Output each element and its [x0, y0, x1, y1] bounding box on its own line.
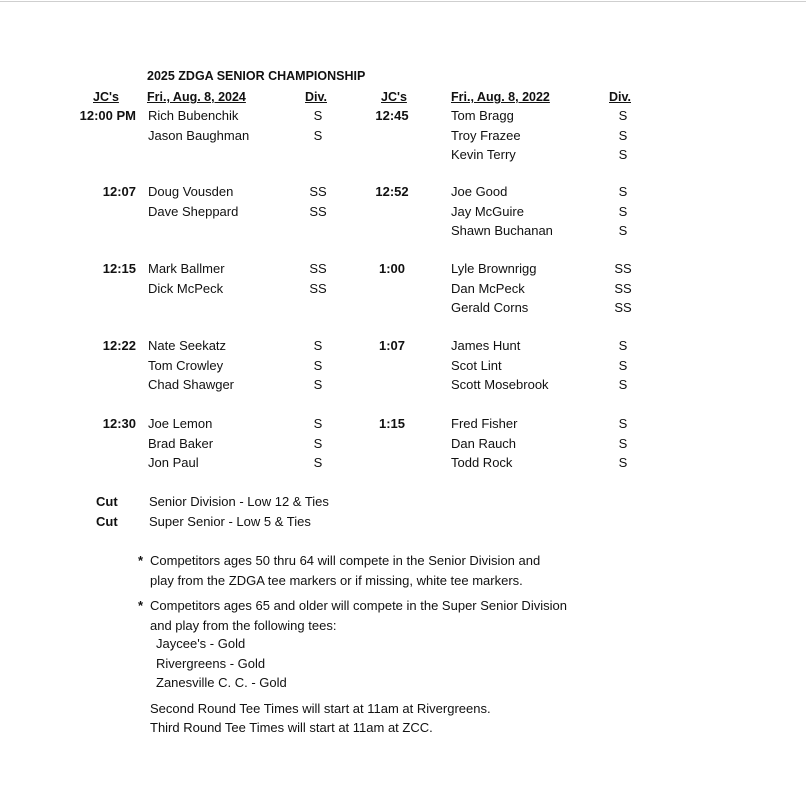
tee-times-note: Second Round Tee Times will start at 11am at Rivergreens. [150, 701, 491, 716]
division-left: SS [309, 261, 327, 276]
division-right: S [618, 357, 628, 373]
player-name-right: Dan Rauch [451, 435, 517, 451]
bullet-asterisk: * [138, 553, 144, 568]
player-name-left: Rich Bubenchik [148, 108, 239, 123]
cut-row-super-senior [0, 512, 806, 532]
player-name-right: James Hunt [451, 338, 521, 353]
header-jcs-right: JC's [381, 90, 407, 104]
header-div-right: Div. [609, 90, 631, 104]
table-row [0, 259, 806, 279]
table-row [0, 279, 806, 299]
table-row [0, 182, 806, 202]
division-right: S [618, 377, 628, 392]
tee-group-5 [0, 414, 806, 473]
table-row [0, 298, 806, 318]
tee-times-note: Third Round Tee Times will start at 11am at ZCC. [150, 720, 433, 735]
player-name-right: Tom Bragg [451, 108, 514, 123]
player-name-right: Todd Rock [451, 455, 513, 470]
tee-item: Zanesville C. C. - Gold [156, 675, 287, 690]
player-name-left: Dick McPeck [148, 280, 224, 296]
division-right: S [618, 455, 628, 470]
note-senior-division [138, 551, 618, 590]
header-date-left: Fri., Aug. 8, 2024 [147, 90, 246, 104]
table-row [0, 414, 806, 434]
player-name-left: Joe Lemon [148, 416, 213, 431]
player-name-left: Dave Sheppard [148, 203, 239, 219]
tee-time-right: 1:00 [378, 261, 406, 276]
division-left: S [313, 108, 323, 123]
cut-label: Cut [96, 494, 118, 509]
division-left: SS [309, 280, 327, 296]
division-left: S [313, 127, 323, 143]
header-jcs-left: JC's [93, 90, 119, 104]
tee-time-left: 12:30 [102, 416, 136, 431]
player-name-left: Mark Ballmer [148, 261, 225, 276]
division-left: S [313, 377, 323, 392]
player-name-right: Kevin Terry [451, 147, 516, 162]
table-row [0, 221, 806, 241]
tee-time-left: 12:00 PM [79, 108, 136, 123]
table-row [0, 375, 806, 395]
division-right: S [618, 127, 628, 143]
division-right: SS [614, 300, 632, 315]
tee-time-right: 1:15 [378, 416, 406, 431]
note-line: play from the ZDGA tee markers or if missing, white tee markers. [150, 572, 523, 588]
division-right: S [618, 147, 628, 162]
player-name-left: Jon Paul [148, 455, 199, 470]
division-right: S [618, 435, 628, 451]
division-right: S [618, 416, 628, 431]
tee-item: Jaycee's - Gold [156, 636, 246, 651]
table-row [0, 434, 806, 454]
player-name-right: Troy Frazee [451, 127, 521, 143]
cut-text: Senior Division - Low 12 & Ties [149, 494, 329, 509]
division-right: S [618, 338, 628, 353]
tee-time-left: 12:15 [102, 261, 136, 276]
tee-group-4 [0, 336, 806, 395]
division-left: S [313, 357, 323, 373]
division-right: S [618, 223, 628, 238]
division-left: S [313, 338, 323, 353]
player-name-left: Chad Shawger [148, 377, 234, 392]
player-name-right: Jay McGuire [451, 203, 524, 219]
tee-item: Rivergreens - Gold [156, 656, 266, 671]
player-name-left: Nate Seekatz [148, 338, 227, 353]
tee-group-3 [0, 259, 806, 318]
division-right: S [618, 203, 628, 219]
note-line: and play from the following tees: [150, 617, 337, 633]
table-row [0, 126, 806, 146]
player-name-right: Fred Fisher [451, 416, 518, 431]
tee-time-right: 12:52 [375, 184, 409, 199]
table-row [0, 356, 806, 376]
division-right: SS [614, 280, 632, 296]
table-row [0, 336, 806, 356]
cut-text: Super Senior - Low 5 & Ties [149, 514, 311, 529]
tee-time-left: 12:07 [102, 184, 136, 199]
table-row [0, 106, 806, 126]
player-name-left: Tom Crowley [148, 357, 224, 373]
tee-time-left: 12:22 [102, 338, 136, 353]
player-name-right: Scott Mosebrook [451, 377, 549, 392]
division-left: SS [309, 203, 327, 219]
table-row [0, 145, 806, 165]
player-name-right: Shawn Buchanan [451, 223, 553, 238]
note-super-senior-division [138, 596, 618, 635]
tee-time-right: 12:45 [375, 108, 409, 123]
player-name-right: Dan McPeck [451, 280, 525, 296]
division-left: S [313, 455, 323, 470]
header-div-left: Div. [305, 90, 327, 104]
player-name-right: Joe Good [451, 184, 508, 199]
player-name-left: Doug Vousden [148, 184, 234, 199]
document-title: 2025 ZDGA SENIOR CHAMPIONSHIP [147, 69, 366, 83]
tee-time-right: 1:07 [378, 338, 406, 353]
division-right: SS [614, 261, 632, 276]
player-name-left: Brad Baker [148, 435, 214, 451]
player-name-right: Lyle Brownrigg [451, 261, 537, 276]
top-border [0, 1, 806, 2]
division-right: S [618, 184, 628, 199]
player-name-right: Scot Lint [451, 357, 502, 373]
note-line: Competitors ages 65 and older will compete in the Super Senior Division [150, 598, 567, 613]
player-name-left: Jason Baughman [148, 127, 250, 143]
table-row [0, 453, 806, 473]
division-left: SS [309, 184, 327, 199]
table-row [0, 202, 806, 222]
header-date-right: Fri., Aug. 8, 2022 [451, 90, 550, 104]
division-right: S [618, 108, 628, 123]
player-name-right: Gerald Corns [451, 300, 529, 315]
note-line: Competitors ages 50 thru 64 will compete in the Senior Division and [150, 553, 541, 568]
tee-group-1 [0, 106, 806, 165]
division-left: S [313, 416, 323, 431]
cut-label: Cut [96, 514, 118, 529]
cut-row-senior [0, 492, 806, 512]
bullet-asterisk: * [138, 598, 144, 613]
tee-group-2 [0, 182, 806, 241]
division-left: S [313, 435, 323, 451]
